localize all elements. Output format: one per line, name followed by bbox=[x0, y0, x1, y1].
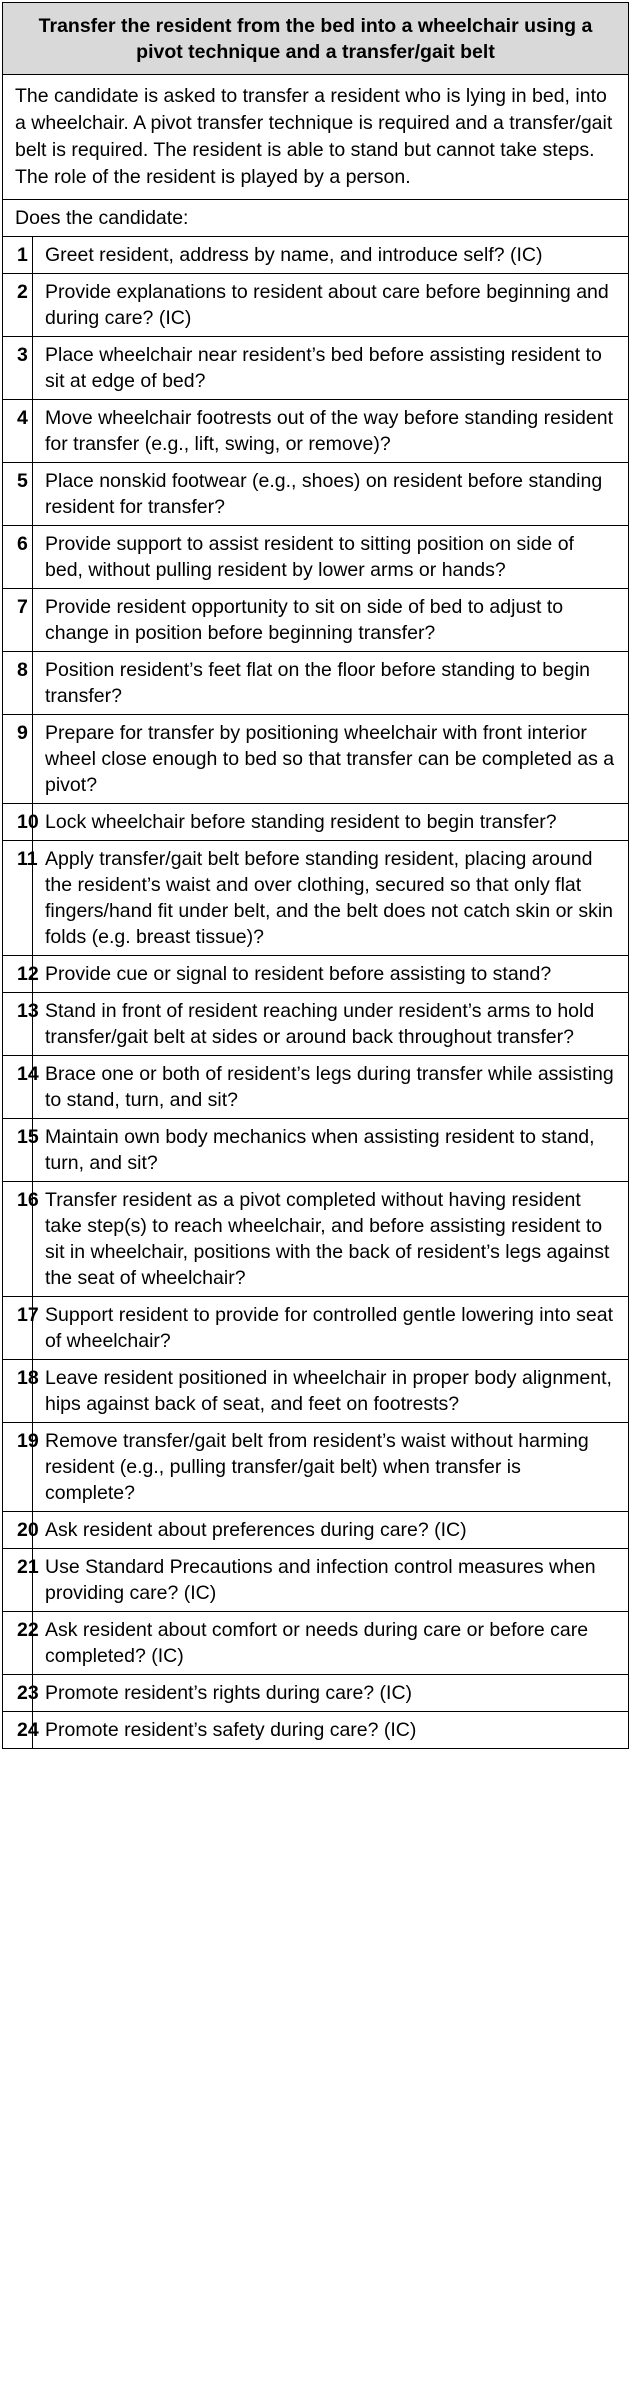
step-text: Provide cue or signal to resident before assisting to stand? bbox=[33, 956, 629, 993]
step-text: Support resident to provide for controlled gentle lowering into seat of wheelchair? bbox=[33, 1297, 629, 1360]
step-number: 20 bbox=[3, 1512, 33, 1549]
step-text: Maintain own body mechanics when assisting resident to stand, turn, and sit? bbox=[33, 1119, 629, 1182]
step-number: 1 bbox=[3, 237, 33, 274]
step-number: 18 bbox=[3, 1360, 33, 1423]
step-row bbox=[3, 993, 629, 1056]
step-row bbox=[3, 1712, 629, 1749]
step-number: 17 bbox=[3, 1297, 33, 1360]
step-text: Position resident’s feet flat on the floor before standing to begin transfer? bbox=[33, 652, 629, 715]
intro-row bbox=[3, 200, 629, 237]
step-number: 8 bbox=[3, 652, 33, 715]
step-row bbox=[3, 1297, 629, 1360]
step-number: 5 bbox=[3, 463, 33, 526]
step-row bbox=[3, 1675, 629, 1712]
step-text: Ask resident about comfort or needs during care or before care completed? (IC) bbox=[33, 1612, 629, 1675]
step-text: Leave resident positioned in wheelchair in proper body alignment, hips against back of seat, and feet on footrests? bbox=[33, 1360, 629, 1423]
step-text: Remove transfer/gait belt from resident’s waist without harming resident (e.g., pulling transfer/gait belt) when transfer is complete? bbox=[33, 1423, 629, 1512]
step-number: 22 bbox=[3, 1612, 33, 1675]
step-text: Move wheelchair footrests out of the way before standing resident for transfer (e.g., lift, swing, or remove)? bbox=[33, 400, 629, 463]
step-row bbox=[3, 804, 629, 841]
step-number: 6 bbox=[3, 526, 33, 589]
step-number: 13 bbox=[3, 993, 33, 1056]
step-text: Apply transfer/gait belt before standing resident, placing around the resident’s waist and over clothing, secured so that only flat fingers/hand fit under belt, and the belt does not catch skin or skin folds (e.g. breast tissue)? bbox=[33, 841, 629, 956]
step-number: 11 bbox=[3, 841, 33, 956]
step-text: Place wheelchair near resident’s bed before assisting resident to sit at edge of bed? bbox=[33, 337, 629, 400]
step-row bbox=[3, 652, 629, 715]
checklist-body bbox=[3, 3, 629, 1749]
step-number: 7 bbox=[3, 589, 33, 652]
step-text: Promote resident’s safety during care? (IC) bbox=[33, 1712, 629, 1749]
step-row bbox=[3, 337, 629, 400]
step-text: Prepare for transfer by positioning wheelchair with front interior wheel close enough to bed so that transfer can be completed as a pivot? bbox=[33, 715, 629, 804]
step-row bbox=[3, 463, 629, 526]
step-text: Stand in front of resident reaching under resident’s arms to hold transfer/gait belt at sides or around back throughout transfer? bbox=[33, 993, 629, 1056]
skill-title: Transfer the resident from the bed into a wheelchair using a pivot technique and a transfer/gait belt bbox=[3, 3, 629, 75]
step-row bbox=[3, 956, 629, 993]
step-text: Lock wheelchair before standing resident to begin transfer? bbox=[33, 804, 629, 841]
step-number: 4 bbox=[3, 400, 33, 463]
step-number: 2 bbox=[3, 274, 33, 337]
step-row bbox=[3, 274, 629, 337]
step-text: Use Standard Precautions and infection control measures when providing care? (IC) bbox=[33, 1549, 629, 1612]
step-row bbox=[3, 715, 629, 804]
title-row bbox=[3, 3, 629, 75]
step-number: 21 bbox=[3, 1549, 33, 1612]
checklist-intro: Does the candidate: bbox=[3, 200, 629, 237]
step-number: 12 bbox=[3, 956, 33, 993]
step-row bbox=[3, 1512, 629, 1549]
step-row bbox=[3, 1423, 629, 1512]
step-row bbox=[3, 1182, 629, 1297]
description-row bbox=[3, 75, 629, 200]
step-number: 9 bbox=[3, 715, 33, 804]
step-row bbox=[3, 841, 629, 956]
step-row bbox=[3, 526, 629, 589]
step-number: 15 bbox=[3, 1119, 33, 1182]
step-text: Ask resident about preferences during care? (IC) bbox=[33, 1512, 629, 1549]
step-row bbox=[3, 1360, 629, 1423]
step-row bbox=[3, 1549, 629, 1612]
step-row bbox=[3, 1612, 629, 1675]
step-number: 3 bbox=[3, 337, 33, 400]
step-text: Provide support to assist resident to sitting position on side of bed, without pulling resident by lower arms or hands? bbox=[33, 526, 629, 589]
step-text: Place nonskid footwear (e.g., shoes) on resident before standing resident for transfer? bbox=[33, 463, 629, 526]
step-number: 14 bbox=[3, 1056, 33, 1119]
step-row bbox=[3, 1119, 629, 1182]
step-text: Provide explanations to resident about care before beginning and during care? (IC) bbox=[33, 274, 629, 337]
step-number: 23 bbox=[3, 1675, 33, 1712]
skill-checklist-table bbox=[2, 2, 629, 1749]
step-row bbox=[3, 1056, 629, 1119]
step-text: Brace one or both of resident’s legs during transfer while assisting to stand, turn, and sit? bbox=[33, 1056, 629, 1119]
step-number: 19 bbox=[3, 1423, 33, 1512]
step-text: Provide resident opportunity to sit on side of bed to adjust to change in position before beginning transfer? bbox=[33, 589, 629, 652]
step-text: Promote resident’s rights during care? (IC) bbox=[33, 1675, 629, 1712]
step-row bbox=[3, 237, 629, 274]
skill-description: The candidate is asked to transfer a resident who is lying in bed, into a wheelchair. A pivot transfer technique is required and a transfer/gait belt is required. The resident is able to stand but cannot take steps. The role of the resident is played by a person. bbox=[3, 75, 629, 200]
step-number: 24 bbox=[3, 1712, 33, 1749]
step-text: Transfer resident as a pivot completed without having resident take step(s) to reach wheelchair, and before assisting resident to sit in wheelchair, positions with the back of resident’s legs against the seat of wheelchair? bbox=[33, 1182, 629, 1297]
step-text: Greet resident, address by name, and introduce self? (IC) bbox=[33, 237, 629, 274]
step-number: 16 bbox=[3, 1182, 33, 1297]
step-row bbox=[3, 400, 629, 463]
step-row bbox=[3, 589, 629, 652]
step-number: 10 bbox=[3, 804, 33, 841]
